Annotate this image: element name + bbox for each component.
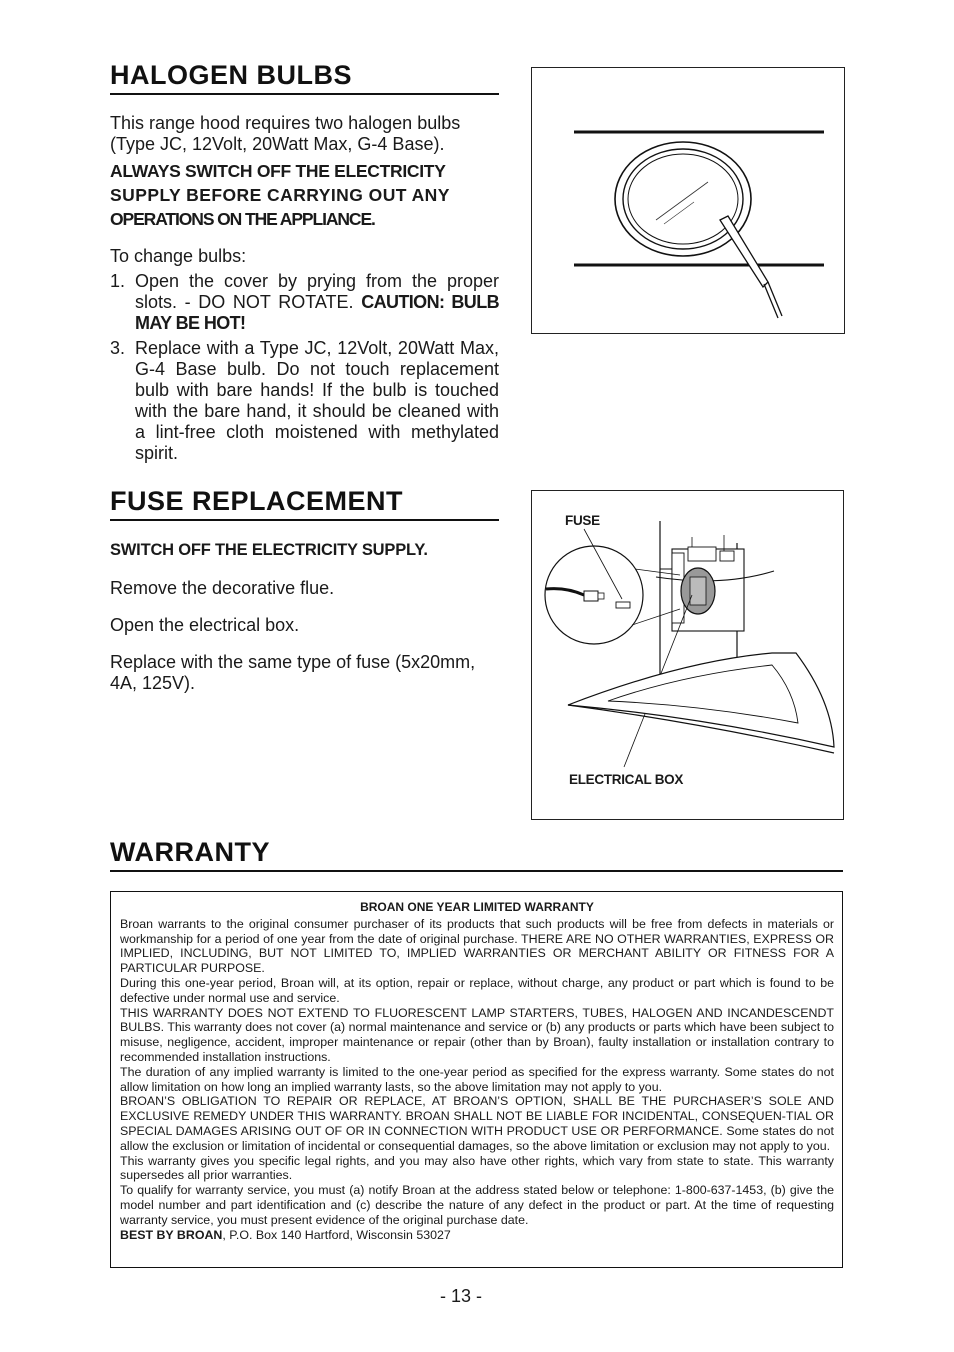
warranty-heading: WARRANTY [110,837,270,867]
range-hood-illustration [532,491,843,819]
warranty-paragraph-3: THIS WARRANTY DOES NOT EXTEND TO FLUORESCENT LAMP STARTERS, TUBES, HALOGEN AND INCANDESCENDT BULBS. This warranty does not cover (a) normal maintenance and service or (b) any products or parts which have been subject to misuse, negligence, accident, improper maintenance or repair (other than by Broan), faulty installation or installation contrary to recommended installation instructions. [120,1005,834,1064]
warranty-address-rest: , P.O. Box 140 Hartford, Wisconsin 53027 [222,1227,451,1242]
halogen-warning-line-3: OPERATIONS ON THE APPLIANCE. [110,209,375,229]
electrical-box-label: ELECTRICAL BOX [569,772,684,787]
warranty-paragraph-1: Broan warrants to the original consumer purchaser of its products that such products will be free from defects in materials or workmanship for a period of one year from the date of original purchase. THERE ARE NO OTHER WARRANTIES, EXPRESS OR IMPLIED, INCLUDING, BUT NOT LIMITED TO, IMPLIED WARRANTIES OR MERCHANT ABILITY OR FITNESS FOR A PARTICULAR PURPOSE. [120,916,834,976]
page-number: - 13 - [440,1286,483,1306]
bulb-cover-illustration [532,68,844,333]
halogen-heading: HALOGEN BULBS [110,60,352,90]
warranty-paragraph-7: To qualify for warranty service, you must (a) notify Broan at the address stated below or telephone: 1-800-637-1453, (b) give the model number and part identification and (c) describe the nature of any defect in the product or part. At the time of requesting warranty service, you must present evidence of the original purchase date. [120,1183,834,1227]
fuse-section-body [110,540,505,694]
fuse-label: FUSE [565,513,600,528]
halogen-steps-intro: To change bulbs: [110,246,247,266]
fuse-figure [531,490,844,820]
warranty-heading-rule [110,870,843,872]
halogen-heading-rule [110,93,499,95]
halogen-bulb-figure [531,67,845,334]
warranty-paragraph-4: The duration of any implied warranty is limited to the one-year period as specified for the express warranty. Some states do not allow limitation on how long an implied warranty lasts, so the above limitation may not apply to you. [120,1064,834,1094]
fuse-step-2: Open the electrical box. [110,615,300,635]
fuse-step-1: Remove the decorative flue. [110,578,335,598]
halogen-step-3 [110,338,499,464]
halogen-warning [110,159,499,231]
halogen-step-1-text: Open the cover by prying from the proper slots. - DO NOT ROTATE. [135,271,499,312]
halogen-steps-list [110,271,499,464]
halogen-warning-line-2: SUPPLY BEFORE CARRYING OUT ANY [110,185,450,205]
warranty-box [110,891,843,1268]
warranty-paragraph-6: This warranty gives you specific legal rights, and you may also have other rights, which vary from state to state. This warranty supersedes all prior warranties. [120,1153,834,1183]
halogen-step-1-caution: CAUTION: BULB MAY BE HOT! [135,292,500,333]
halogen-step-1-number: 1. [110,271,126,291]
halogen-section-body [110,113,499,464]
warranty-address [120,1228,834,1243]
fuse-warning: SWITCH OFF THE ELECTRICITY SUPPLY. [110,541,428,559]
halogen-step-3-text: Replace with a Type JC, 12Volt, 20Watt Max, G-4 Base bulb. Do not touch replacement bulb with bare hands! If the bulb is touched with the bare hand, it should be cleaned with a lint-free cloth moistened with methylated spirit. [135,338,499,463]
halogen-warning-line-1: ALWAYS SWITCH OFF THE ELECTRICITY [110,161,446,181]
warranty-box-title: BROAN ONE YEAR LIMITED WARRANTY [360,900,594,914]
halogen-step-1 [110,271,499,334]
fuse-step-3: Replace with the same type of fuse (5x20mm, 4A, 125V). [110,652,476,693]
fuse-heading-rule [110,519,499,521]
fuse-heading: FUSE REPLACEMENT [110,486,404,516]
warranty-address-company: BEST BY BROAN [120,1227,223,1242]
halogen-step-3-number: 3. [110,338,126,358]
halogen-intro: This range hood requires two halogen bulbs (Type JC, 12Volt, 20Watt Max, G-4 Base). [110,113,461,154]
warranty-paragraph-2: During this one-year period, Broan will, at its option, repair or replace, without charge, any product or part which is found to be defective under normal use and service. [120,975,834,1005]
warranty-paragraph-5: BROAN’S OBLIGATION TO REPAIR OR REPLACE, AT BROAN’S OPTION, SHALL BE THE PURCHASER’S SOLE AND EXCLUSIVE REMEDY UNDER THIS WARRANTY. BROAN SHALL NOT BE LIABLE FOR INCIDENTAL, CONSEQUEN-TIAL OR SPECIAL DAMAGES ARISING OUT OF OR IN CONNECTION WITH PRODUCT USE OR PERFORMANCE. Some states do not allow the exclusion or limitation of incidental or consequential damages, so the above limitation or exclusion may not apply to you. [120,1094,834,1153]
